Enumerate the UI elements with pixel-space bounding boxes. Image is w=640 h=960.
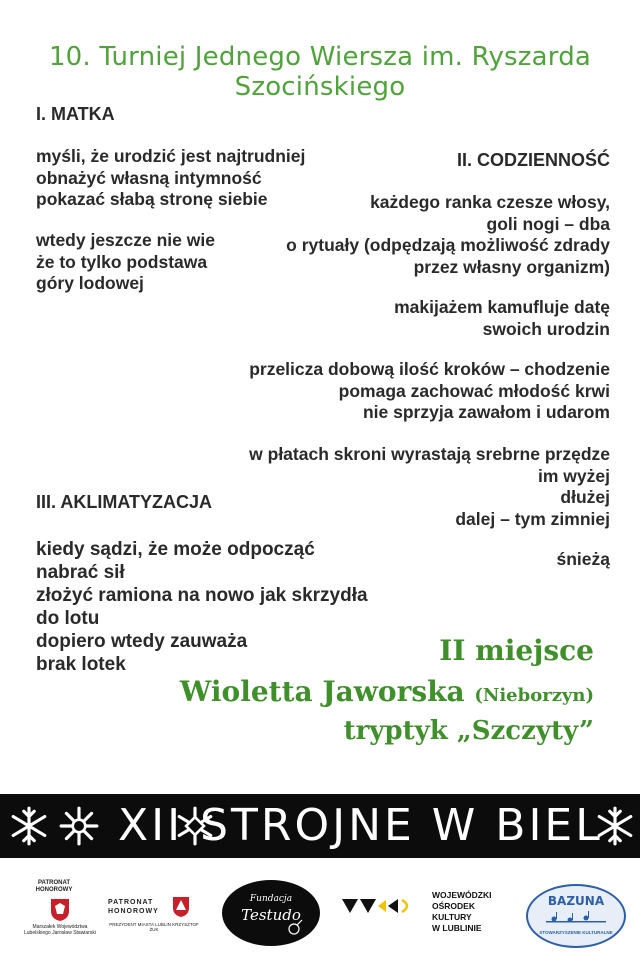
poem-2-stanza-5 [557, 549, 611, 571]
award-author: Wioletta Jaworska [179, 675, 465, 708]
patron-title: PATRONAT HONOROWY [35, 880, 73, 893]
patron-sub: Marszałek Województwa Lubelskiego Jarosław Stawiarski [24, 924, 96, 936]
bazuna-name: BAZUNA [547, 894, 605, 908]
snowflake-icon [594, 805, 636, 847]
poem-2-stanza-4 [249, 444, 610, 530]
poem-line: swoich urodzin [482, 318, 610, 339]
poem-line: że to tylko podstawa [36, 251, 208, 272]
poem-line: śnieżą [556, 549, 610, 569]
poem-line: dalej – tym zimniej [455, 508, 610, 529]
award-place: II miejsce [439, 634, 594, 667]
poem-3-heading: III. AKLIMATYZACJA [36, 492, 212, 512]
testudo-line1: Fundacja [249, 894, 293, 904]
banner-title: XII STROJNE W BIEL [118, 800, 603, 851]
wok-line: OŚRODEK [432, 901, 475, 911]
snowflake-icon [58, 805, 100, 847]
poem-line: kiedy sądzi, że może odpocząć [36, 539, 315, 560]
poem-line: im wyżej [538, 465, 610, 486]
award-author-line [180, 675, 594, 708]
lublin-arms-icon [172, 896, 190, 918]
poem-2-stanza-2 [394, 297, 610, 340]
poem-line: brak lotek [36, 654, 126, 675]
award-town: (Nieborzyn) [474, 685, 594, 706]
music-notes-icon [546, 910, 606, 926]
poem-line: o rytuały (odpędzają możliwość zdrady [286, 235, 610, 255]
poem-line: pokazać słabą stronę siebie [36, 189, 268, 209]
bazuna-ring-text: STOWARZYSZENIE KULTURALNE [539, 930, 613, 935]
bazuna-logo [526, 884, 626, 948]
patron-title: PATRONAT HONOROWY [108, 899, 159, 915]
page-title: 10. Turniej Jednego Wiersza im. Ryszarda Szocińskiego [48, 42, 592, 102]
testudo-logo [222, 880, 320, 946]
poem-2-stanza-3 [249, 359, 610, 424]
event-banner [0, 794, 640, 858]
lute-icon [286, 918, 304, 936]
poem-line: pomaga zachować młodość krwi [338, 380, 610, 401]
wok-line: WOJEWÓDZKI [432, 890, 492, 900]
wok-line: W LUBLINIE [432, 923, 482, 933]
poem-line: w płatach skroni wyrastają srebrne przędze [249, 444, 610, 464]
poem-line: góry lodowej [36, 273, 144, 293]
poem-1-stanza-1 [36, 146, 305, 211]
poem-line: dopiero wtedy zauważa [36, 631, 248, 652]
poem-2-stanza-1 [286, 192, 610, 278]
poem-line: myśli, że urodzić jest najtrudniej [36, 146, 306, 166]
poem-line: nabrać sił [36, 562, 125, 583]
poem-line: przez własny organizm) [413, 256, 610, 277]
poem-2-heading: II. CODZIENNOŚĆ [456, 150, 610, 170]
snowflake-icon [8, 805, 50, 847]
poem-line: goli nogi – dba [486, 213, 610, 234]
wok-line: KULTURY [432, 912, 472, 922]
wok-name [432, 890, 492, 934]
patron-sub: PREZYDENT MIASTA LUBLIN KRZYSZTOF ŻUK [109, 922, 199, 932]
poem-line: nie sprzyja zawałom i udarom [362, 402, 610, 422]
award-work: tryptyk „Szczyty” [343, 716, 594, 746]
coat-of-arms-icon [50, 898, 70, 922]
wok-logo [340, 890, 520, 940]
poem-line: przelicza dobową ilość kroków – chodzenie [249, 359, 610, 379]
poem-line: wtedy jeszcze nie wie [36, 230, 215, 250]
poem-line: obnażyć własną intymność [36, 167, 262, 188]
poem-3-stanza-1 [36, 538, 368, 676]
testudo-line2: Testudo [241, 906, 301, 924]
poem-line: do lotu [36, 608, 100, 629]
patron-marshal-logo [20, 880, 100, 936]
poem-1-heading: I. MATKA [36, 104, 115, 124]
poem-line: złożyć ramiona na nowo jak skrzydła [36, 585, 368, 606]
poem-line: makijażem kamufluje datę [394, 297, 610, 317]
wok-mark-icon [340, 896, 420, 918]
poem-line: dłużej [560, 487, 610, 507]
poem-1-stanza-2 [36, 230, 215, 295]
patron-president-logo [108, 896, 200, 932]
poem-line: każdego ranka czesze włosy, [370, 192, 610, 212]
